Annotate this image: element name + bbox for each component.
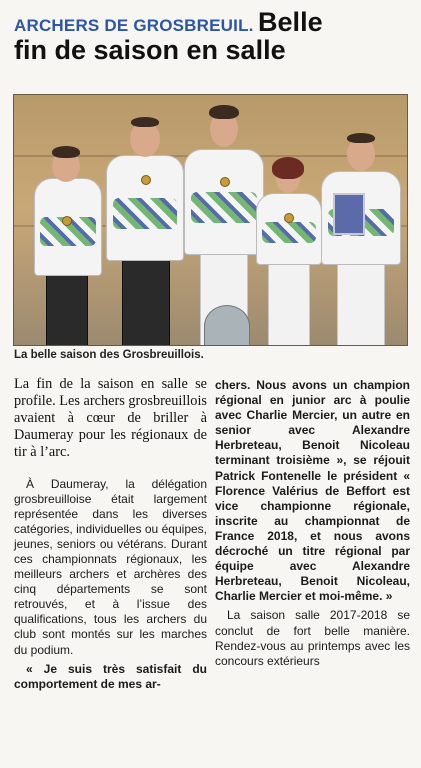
- article-right-column: [215, 378, 410, 669]
- hair: [209, 105, 239, 119]
- hair: [52, 146, 80, 158]
- trophy-icon: [204, 305, 250, 346]
- article-paragraph: À Daumeray, la délégation grosbreuilloise était largement représentée dans les diverses catégories, individuelles ou équipes, jeunes, seniors ou vétérans. Durant ces championnats régionaux, les meilleurs archers et archères des cinq départements se sont retrouvés, et à l’issue des qualifications, tous les archers du club sont montés sur les marches du podium.: [14, 476, 207, 657]
- trousers: [268, 255, 310, 346]
- archer-figure: [256, 155, 320, 345]
- headline-kicker: ARCHERS DE GROSBREUIL.: [14, 16, 254, 35]
- trousers: [46, 270, 88, 346]
- hair: [347, 133, 375, 143]
- article-photo: [13, 94, 408, 346]
- headline-title-part2: fin de saison en salle: [14, 35, 286, 66]
- article-closing: La saison salle 2017-2018 se conclut de fort belle manière. Rendez-vous au printemps avec les concours extérieurs: [215, 608, 410, 668]
- article-left-column: [14, 376, 207, 692]
- archer-figure: [319, 123, 401, 345]
- article-lede: La fin de la saison en salle se profile. Les archers grosbreuillois avaient à cœur de briller à Daumeray pour les régionaux de tir à l’arc.: [14, 376, 207, 460]
- medal-icon: [62, 216, 72, 226]
- hair: [131, 117, 159, 127]
- medal-icon: [141, 175, 151, 185]
- team-jersey: [106, 155, 184, 261]
- headline-title-part1: Belle: [258, 7, 323, 37]
- medal-icon: [284, 213, 294, 223]
- team-jersey: [184, 149, 264, 255]
- archer-figure: [184, 97, 262, 345]
- article-quote-continued: chers. Nous avons un champion régional en junior arc à poulie avec Charlie Mercier, un autre en senior avec Alexandre Herbreteau, Benoit Nicoleau terminant troisième », se réjouit Patrick Fontenelle le président « Florence Valérius de Beffort est vice championne régionale, inscrite au championnat de France 2018, et nous avons décroché un titre régional par équipe avec Alexandre Herbreteau, Benoit Nicoleau, Charlie Mercier et moi-même. »: [215, 378, 410, 604]
- hair: [272, 157, 304, 179]
- archer-figure: [104, 105, 184, 345]
- article-quote-start: « Je suis très satisfait du comportement de mes ar-: [14, 661, 207, 691]
- trousers: [122, 255, 170, 346]
- headline: [14, 8, 414, 65]
- archer-figure: [32, 130, 102, 345]
- team-jersey: [34, 178, 102, 276]
- trousers: [337, 255, 385, 346]
- team-jersey: [256, 193, 322, 265]
- medal-icon: [220, 177, 230, 187]
- award-plaque-icon: [333, 193, 365, 235]
- photo-caption: La belle saison des Grosbreuillois.: [14, 349, 204, 361]
